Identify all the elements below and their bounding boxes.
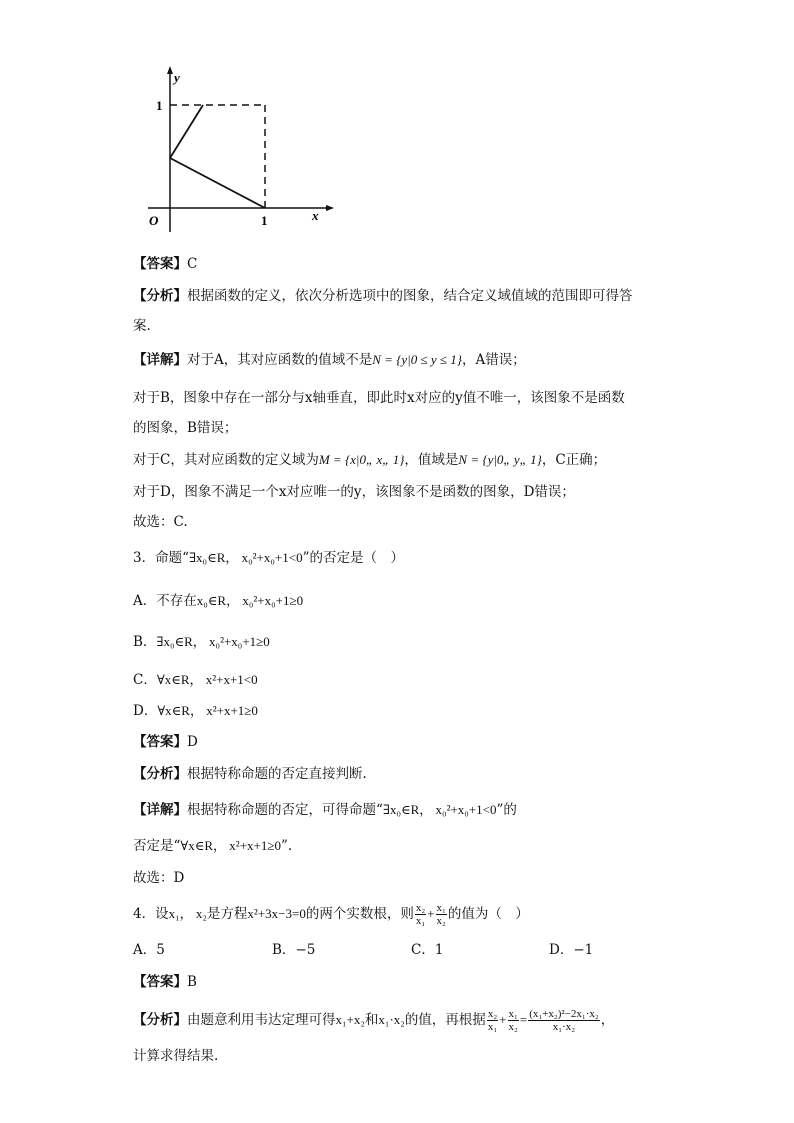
detail-math: ∃x₀∈R， x₀²+x₀+1<0 <box>382 802 497 817</box>
y-axis-label: y <box>174 70 180 85</box>
q3-negation <box>133 836 292 856</box>
detail-text: ”的 <box>496 802 517 818</box>
fraction <box>436 902 447 927</box>
analysis-text: 案. <box>133 318 151 334</box>
y-tick-1: 1 <box>156 98 163 113</box>
q4-answer-line <box>133 972 197 992</box>
q3-option-a <box>133 591 303 611</box>
fraction-denominator: x₂ <box>436 915 446 927</box>
answer-value: D <box>187 734 198 750</box>
stem-text: 是方程 <box>206 906 248 922</box>
analysis-tag: 【分析】 <box>133 766 187 782</box>
fraction-denominator: x₁·x₂ <box>552 1021 576 1033</box>
q2-detail-d <box>133 482 575 502</box>
stem-text: ”的否定是（ ） <box>302 550 404 566</box>
analysis-text: 计算求得结果. <box>133 1048 219 1064</box>
answer-value: C <box>187 256 198 272</box>
q2-detail-c <box>133 450 606 470</box>
fraction-numerator: x₁ <box>508 1008 518 1020</box>
analysis-text: 由题意利用韦达定理可得 <box>187 1012 336 1028</box>
y-axis-arrow <box>167 66 173 74</box>
stem-math: x²+3x−3=0 <box>247 906 306 921</box>
option-math: ∃x₀∈R， x₀²+x₀+1≥0 <box>156 634 270 649</box>
fraction <box>508 1008 519 1033</box>
fraction-numerator: (x₁+x₂)²−2x₁·x₂ <box>529 1008 599 1020</box>
fraction-denominator: x₁ <box>415 915 426 927</box>
choose-text: 故选：C. <box>133 514 188 530</box>
analysis-math: x₁+x₂ <box>335 1012 365 1027</box>
plus-sign: + <box>427 906 435 921</box>
answer-tag: 【答案】 <box>133 974 187 990</box>
q4-option-a <box>133 940 165 960</box>
analysis-text: 根据特称命题的否定直接判断. <box>187 766 367 782</box>
q4-option-b <box>272 940 315 960</box>
math-set: N = {y|0„ y„ 1} <box>458 452 542 467</box>
detail-text: 对于C，其对应函数的定义域为 <box>133 452 319 468</box>
detail-text: 的图象，B错误； <box>133 420 238 436</box>
fraction-denominator: x₁ <box>487 1021 498 1033</box>
analysis-text: 根据函数的定义，依次分析选项中的图象，结合定义域值域的范围即可得答 <box>187 288 633 304</box>
q3-option-c <box>133 670 258 690</box>
x-axis-arrow <box>326 205 334 211</box>
q4-stem <box>133 902 529 927</box>
detail-text: ”. <box>281 838 293 854</box>
q4-option-c <box>411 940 443 960</box>
stem-text: 的值为（ ） <box>447 906 529 922</box>
analysis-text: 和 <box>364 1012 379 1028</box>
q3-choose <box>133 868 184 888</box>
math-set: M = {x|0„ x„ 1} <box>318 452 405 467</box>
q2-analysis-line1 <box>133 286 633 306</box>
q4-analysis-line1 <box>133 1008 614 1033</box>
option-text: A．5 <box>133 942 165 958</box>
equals-sign: = <box>519 1012 528 1027</box>
option-math: x₀∈R， x₀²+x₀+1≥0 <box>196 593 304 608</box>
fraction-numerator: x₂ <box>415 902 426 914</box>
q2-analysis-line2 <box>133 316 151 336</box>
q3-stem <box>133 548 404 568</box>
q2-answer-line <box>133 254 197 274</box>
detail-text: 对于D，图象不满足一个x对应唯一的y，该图象不是函数的图象，D错误； <box>133 484 575 500</box>
x-axis-label: x <box>312 208 319 223</box>
analysis-tag: 【分析】 <box>133 288 187 304</box>
q4-option-d <box>549 940 593 960</box>
q4-analysis-line2 <box>133 1046 218 1066</box>
q2-detail-a <box>133 350 526 370</box>
option-text: C．1 <box>411 942 444 958</box>
option-math: ∀x∈R， x²+x+1<0 <box>156 672 258 687</box>
stem-math: ∃x₀∈R， x₀²+x₀+1<0 <box>189 550 303 565</box>
answer-tag: 【答案】 <box>133 256 187 272</box>
detail-text: ，值域是 <box>404 452 459 468</box>
choose-text: 故选：D <box>133 870 185 886</box>
function-graph <box>140 62 340 242</box>
fraction <box>487 1008 498 1033</box>
option-math: ∀x∈R， x²+x+1≥0 <box>157 703 258 718</box>
analysis-text: ， <box>600 1012 615 1028</box>
option-label: A．不存在 <box>133 593 197 609</box>
big-fraction <box>528 1008 600 1033</box>
option-label: C． <box>133 672 157 688</box>
math-set: N = {y|0 ≤ y ≤ 1} <box>372 352 462 367</box>
q3-option-b <box>133 632 270 652</box>
detail-text: ，A错误； <box>461 352 526 368</box>
fraction-numerator: x₂ <box>487 1008 498 1020</box>
graph-segment-lower <box>170 158 265 208</box>
option-text: B．−5 <box>272 942 316 958</box>
fraction-numerator: x₁ <box>436 902 446 914</box>
detail-text: 否定是“ <box>133 838 181 854</box>
stem-text: 的两个实数根，则 <box>305 906 414 922</box>
q2-detail-b1 <box>133 388 625 408</box>
x-tick-1: 1 <box>261 213 268 228</box>
detail-tag: 【详解】 <box>133 352 187 368</box>
analysis-tag: 【分析】 <box>133 1012 187 1028</box>
option-label: B． <box>133 634 157 650</box>
q3-detail <box>133 800 517 820</box>
option-label: D． <box>133 703 158 719</box>
detail-text: 对于A，其对应函数的值域不是 <box>187 352 373 368</box>
fraction-denominator: x₂ <box>508 1021 518 1033</box>
analysis-text: 的值，再根据 <box>404 1012 486 1028</box>
detail-text: 对于B，图象中存在一部分与x轴垂直，即此时x对应的y值不唯一，该图象不是函数 <box>133 390 625 406</box>
stem-text: 3．命题“ <box>133 550 189 566</box>
plus-sign: + <box>499 1012 507 1027</box>
q3-analysis <box>133 764 367 784</box>
q2-choose <box>133 512 188 532</box>
q2-detail-b2 <box>133 418 237 438</box>
answer-tag: 【答案】 <box>133 734 187 750</box>
fraction <box>415 902 426 927</box>
origin-label: O <box>149 213 159 228</box>
q3-option-d <box>133 701 258 721</box>
graph-segment-upper <box>170 105 203 158</box>
answer-value: B <box>187 974 197 990</box>
option-text: D．−1 <box>549 942 594 958</box>
analysis-math: x₁·x₂ <box>378 1012 405 1027</box>
detail-tag: 【详解】 <box>133 802 187 818</box>
q3-answer-line <box>133 732 198 752</box>
detail-math: ∀x∈R， x²+x+1≥0 <box>180 838 281 853</box>
detail-text: ，C正确； <box>541 452 607 468</box>
stem-text: 4．设 <box>133 906 169 922</box>
stem-math: x₁， x₂ <box>168 906 207 921</box>
detail-text: 根据特称命题的否定，可得命题“ <box>187 802 383 818</box>
